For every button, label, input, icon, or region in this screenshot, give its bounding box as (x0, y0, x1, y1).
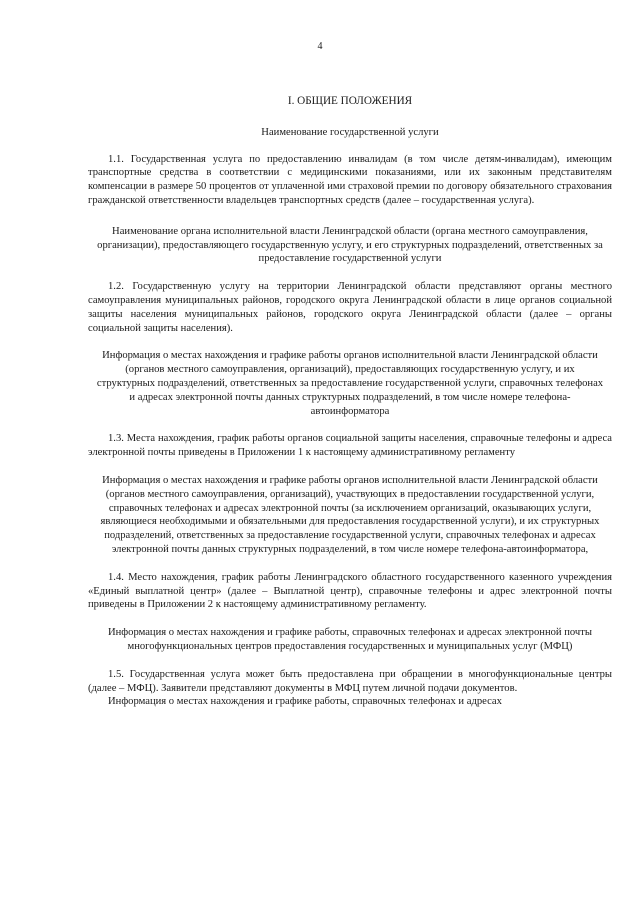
heading-mfc-info: Информация о местах нахождения и графике работы, справочных телефонах и адресах электронной почты многофункциональных центров предоставления государственных и муниципальных услуг (МФЦ) (107, 627, 592, 652)
page-number: 4 (317, 41, 323, 52)
heading-participating-info: Информация о местах нахождения и графике работы органов исполнительной власти Ленинградской области (органов местного самоуправления, организаций), участвующих в предоставлении государственной услуги, справочных телефонах и адресах электронной почты (за исключением организаций, оказывающих услуги, являющиеся необходимыми и обязательными для предоставления государственной услуги), и их структурных подразделений, ответственных за предоставление государственной услуги, справочных телефонах и адресах электронной почты данных структурных подразделений, в том числе номере телефона-автоинформатора, (100, 474, 600, 555)
section-title: I. ОБЩИЕ ПОЛОЖЕНИЯ (287, 95, 413, 107)
heading-executive-body: Наименование органа исполнительной власти Ленинградской области (органа местного самоуправления, организации), предоставляющего государственную услугу, и его структурных подразделений, ответственных за предоставление государственной услуги (97, 225, 603, 265)
heading-service-name: Наименование государственной услуги (261, 126, 439, 138)
document-body (88, 95, 612, 709)
paragraph-1-2: 1.2. Государственную услугу на территории Ленинградской области представляют органы местного самоуправления муниципальных районов, городского округа Ленинградской области в лице органов социальной защиты населения муниципальных районов, городского округа Ленинградской области (далее – органы социальной защиты населения). (88, 281, 612, 334)
paragraph-1-4: 1.4. Место нахождения, график работы Ленинградского областного государственного казенного учреждения «Единый выплатной центр» (далее – Выплатной центр), справочные телефоны и адрес электронной почты приведены в Приложении 2 к настоящему административному регламенту. (88, 571, 612, 611)
paragraph-mfc-info: Информация о местах нахождения и графике работы, справочных телефонах и адресах (108, 696, 502, 708)
paragraph-1-5: 1.5. Государственная услуга может быть предоставлена при обращении в многофункциональные центры (далее – МФЦ). Заявители представляют документы в МФЦ путем личной подачи документов. (88, 668, 612, 694)
heading-locations-info: Информация о местах нахождения и графике работы органов исполнительной власти Ленинградской области (органов местного самоуправления, организаций), предоставляющих государственную услугу, и их структурных подразделений, ответственных за предоставление государственной услуги, справочных телефонах и адресах электронной почты данных структурных подразделений, в том числе номере телефона-автоинформатора (96, 350, 604, 417)
paragraph-1-1: 1.1. Государственная услуга по предоставлению инвалидам (в том числе детям-инвалидам), имеющим транспортные средства в соответствии с медицинскими показаниями, или их законным представителям компенсации в размере 50 процентов от уплаченной ими страховой премии по договору обязательного страхования гражданской ответственности владельцев транспортных средств (далее – государственная услуга). (88, 153, 612, 206)
paragraph-1-3: 1.3. Места нахождения, график работы органов социальной защиты населения, справочные телефоны и адреса электронной почты приведены в Приложении 1 к настоящему административному регламенту (88, 433, 612, 459)
